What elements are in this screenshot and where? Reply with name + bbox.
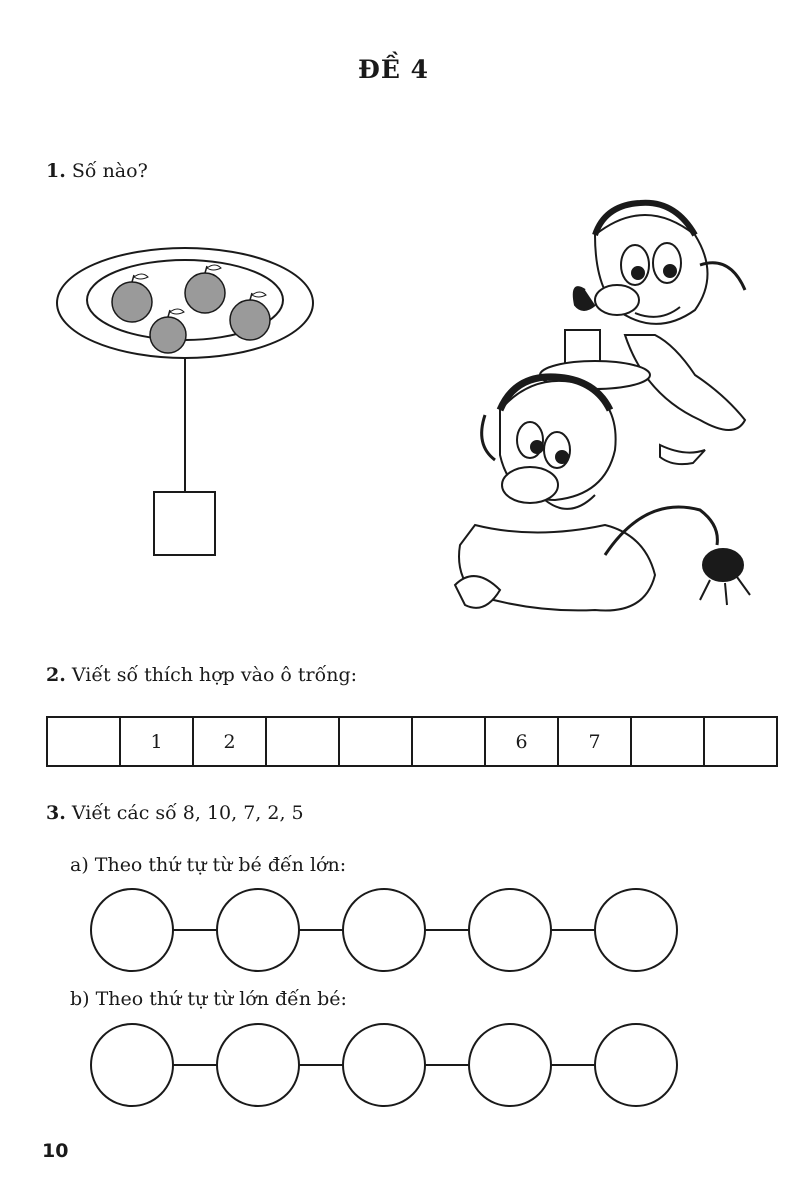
apple-icon — [185, 265, 225, 313]
sequence-cell[interactable] — [266, 717, 339, 766]
sequence-cell[interactable] — [47, 717, 120, 766]
answer-circle[interactable] — [91, 1024, 173, 1106]
answer-circle[interactable] — [343, 889, 425, 971]
apple-plate-diagram — [50, 245, 340, 565]
sequence-cell[interactable] — [631, 717, 704, 766]
answer-circle[interactable] — [91, 889, 173, 971]
part-a-label: a) Theo thứ tự từ bé đến lớn: — [70, 854, 347, 876]
answer-circle[interactable] — [469, 889, 551, 971]
answer-circle[interactable] — [469, 1024, 551, 1106]
sequence-cell[interactable] — [412, 717, 485, 766]
sequence-cell: 7 — [558, 717, 631, 766]
answer-box[interactable] — [154, 492, 215, 555]
exercise-2-heading — [46, 664, 357, 686]
page-number: 10 — [42, 1140, 69, 1162]
exercise-1-prompt: Số nào? — [71, 160, 148, 182]
sequence-cell[interactable] — [704, 717, 777, 766]
apple-icon — [150, 309, 186, 353]
apple-icon — [230, 292, 270, 340]
number-sequence-table — [46, 716, 778, 767]
exercise-2-prompt: Viết số thích hợp vào ô trống: — [71, 664, 358, 686]
exercise-3-prompt: Viết các số 8, 10, 7, 2, 5 — [71, 802, 304, 824]
sequence-cell[interactable] — [339, 717, 412, 766]
answer-circle[interactable] — [595, 889, 677, 971]
exercise-1-heading — [46, 160, 148, 182]
apple-icon — [112, 274, 152, 322]
answer-circle[interactable] — [595, 1024, 677, 1106]
answer-circle[interactable] — [343, 1024, 425, 1106]
page-title: ĐỀ 4 — [357, 55, 429, 84]
answer-circle[interactable] — [217, 1024, 299, 1106]
sequence-cell: 6 — [485, 717, 558, 766]
descending-circle-chain — [80, 1020, 700, 1110]
exercise-1-number: 1. — [46, 160, 66, 182]
part-b-label: b) Theo thứ tự từ lớn đến bé: — [70, 988, 347, 1010]
exercise-3-number: 3. — [46, 802, 66, 824]
exercise-3-heading — [46, 802, 304, 824]
answer-circle[interactable] — [217, 889, 299, 971]
exercise-2-number: 2. — [46, 664, 66, 686]
sequence-cell: 2 — [193, 717, 266, 766]
cartoon-illustration — [445, 195, 765, 635]
ascending-circle-chain — [80, 885, 700, 975]
sequence-cell: 1 — [120, 717, 193, 766]
